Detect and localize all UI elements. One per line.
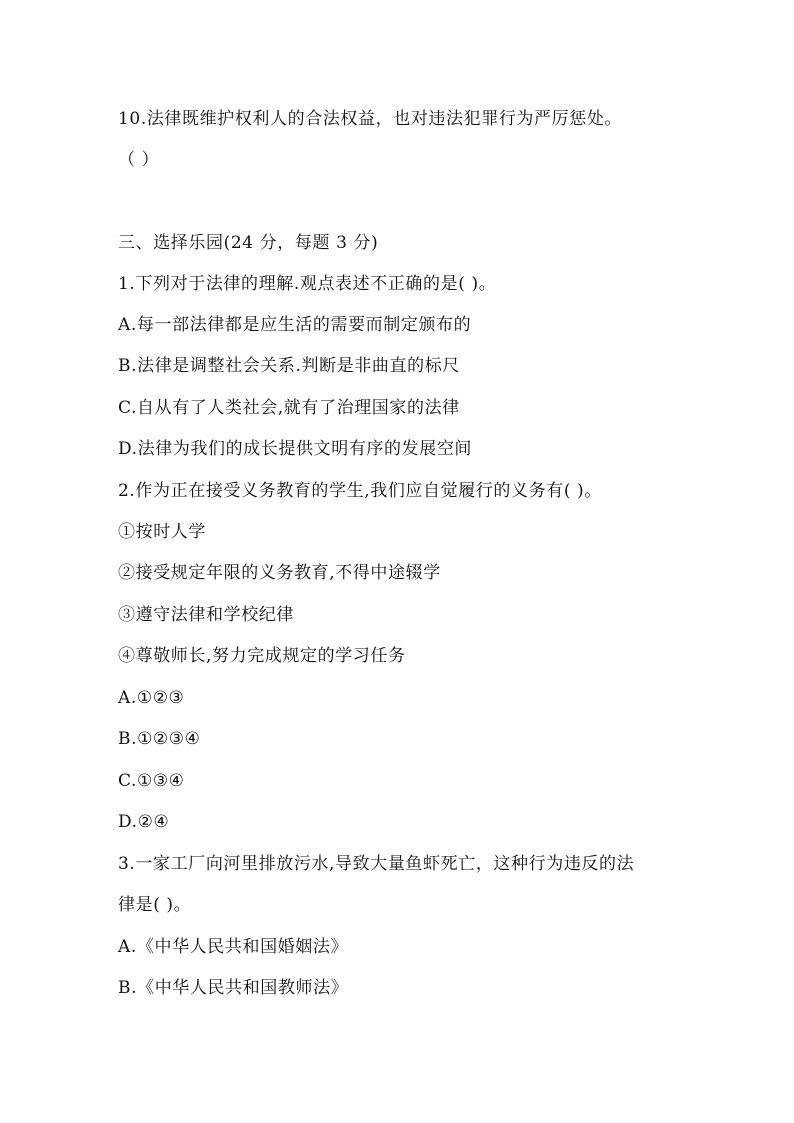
question-2-item-4: ④尊敬师长,努力完成规定的学习任务 — [118, 646, 406, 666]
question-2-stem: 2.作为正在接受义务教育的学生,我们应自觉履行的义务有( )。 — [118, 481, 602, 501]
question-1-option-d: D.法律为我们的成长提供文明有序的发展空间 — [118, 439, 473, 459]
question-3-option-b: B.《中华人民共和国教师法》 — [118, 978, 349, 998]
question-3-stem-line-1: 3.一家工厂向河里排放污水,导致大量鱼虾死亡，这种行为违反的法 — [118, 854, 635, 874]
question-2-option-c: C.①③④ — [118, 771, 185, 791]
question-1-option-c: C.自从有了人类社会,就有了治理国家的法律 — [118, 398, 460, 418]
question-3-option-a: A.《中华人民共和国婚姻法》 — [118, 937, 349, 957]
question-10-text: 10.法律既维护权利人的合法权益，也对违法犯罪行为严厉惩处。 — [118, 109, 623, 129]
question-2-option-d: D.②④ — [118, 812, 170, 832]
question-10-answer-blank: （ ） — [118, 150, 160, 170]
question-2-item-3: ③遵守法律和学校纪律 — [118, 605, 294, 625]
question-3-stem-line-2: 律是( )。 — [118, 895, 192, 915]
question-2-item-2: ②接受规定年限的义务教育,不得中途辍学 — [118, 563, 441, 583]
question-2-item-1: ①按时人学 — [118, 522, 206, 542]
question-2-option-b: B.①②③④ — [118, 729, 201, 749]
section-3-heading: 三、选择乐园(24 分，每题 3 分) — [118, 233, 379, 253]
question-2-option-a: A.①②③ — [118, 688, 185, 708]
question-1-option-b: B.法律是调整社会关系.判断是非曲直的标尺 — [118, 356, 460, 376]
question-1-stem: 1.下列对于法律的理解.观点表述不正确的是( )。 — [118, 274, 497, 294]
question-1-option-a: A.每一部法律都是应生活的需要而制定颁布的 — [118, 315, 472, 335]
